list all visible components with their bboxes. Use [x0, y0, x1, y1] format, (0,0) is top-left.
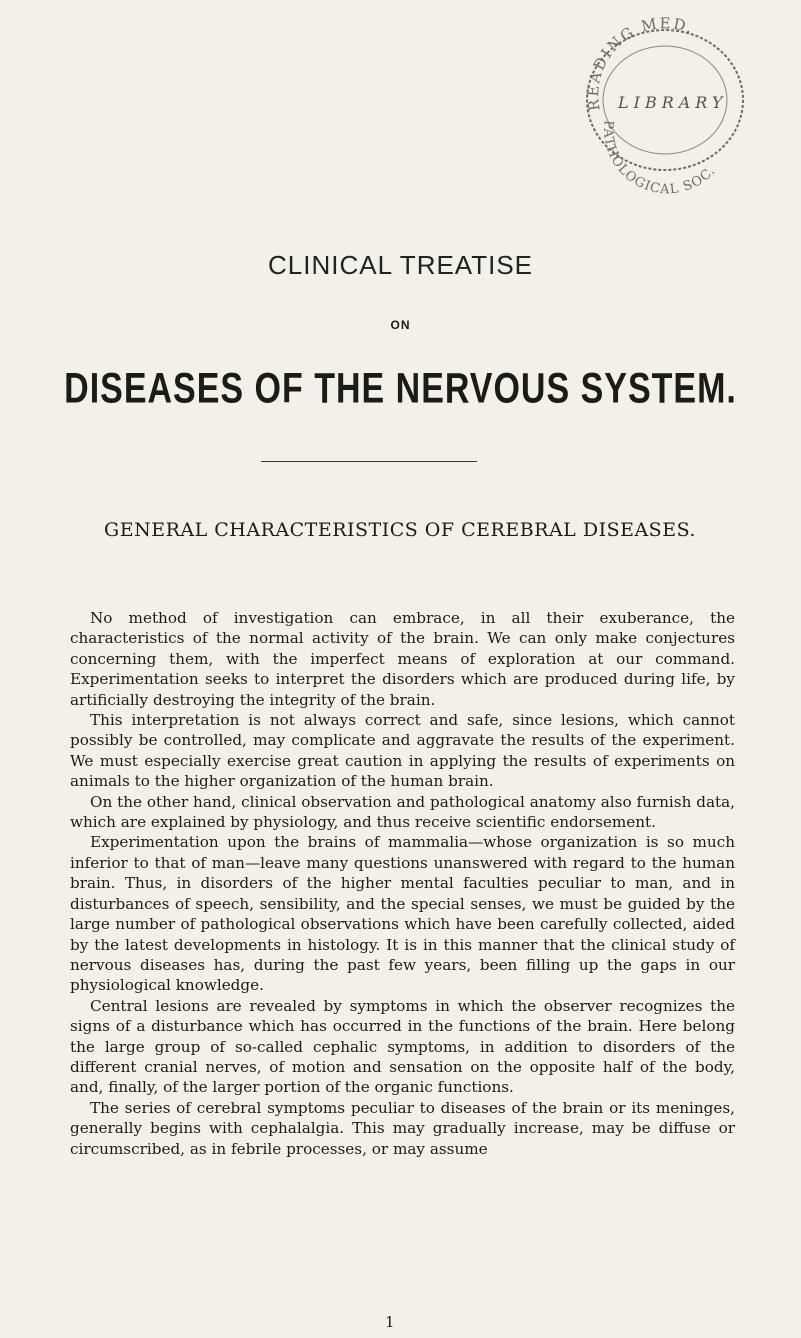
- svg-text:PATHOLOGICAL SOC.: [600, 120, 719, 198]
- stamp-seal-icon: [580, 0, 750, 205]
- page-number: 1: [385, 1313, 395, 1331]
- library-stamp: [580, 0, 750, 205]
- body-text: [70, 608, 735, 1159]
- paragraph: Central lesions are revealed by symptoms in which the observer recognizes the signs of a disturbance which has occurred in the functions of the brain. Here belong the large group of so-called cephalic symptoms, in addition to disorders of the different cranial nerves, of motion and sensation on the opposite half of the body, and, finally, of the larger portion of the organic functions.: [70, 996, 735, 1097]
- book-title-line1: CLINICAL TREATISE: [267, 250, 534, 280]
- paragraph: Experimentation upon the brains of mammalia—whose organization is so much inferior to that of man—leave many questions unanswered with regard to the human brain. Thus, in disorders of the higher mental faculties peculiar to man, and in disturbances of speech, sensibility, and the special senses, we must be guided by the large number of pathological observations which have been carefully collected, aided by the latest developments in histology. It is in this manner that the clinical study of nervous diseases has, during the past few years, been filling up the gaps in our physiological knowledge.: [70, 833, 735, 995]
- title-connector: ON: [390, 318, 411, 332]
- paragraph: This interpretation is not always correct and safe, since lesions, which cannot possibly be controlled, may complicate and aggravate the results of the experiment. We must especially exercise great caution in applying the results of experiments on animals to the higher organization of the human brain.: [70, 711, 735, 791]
- paragraph: No method of investigation can embrace, in all their exuberance, the characteristics of the normal activity of the brain. We can only make conjectures concerning them, with the imperfect means of exploration at our command. Experimentation seeks to interpret the disorders which are produced during life, by artificially destroying the integrity of the brain.: [70, 609, 735, 709]
- stamp-bottom-text: PATHOLOGICAL SOC.: [600, 119, 719, 198]
- paragraph: On the other hand, clinical observation and pathological anatomy also furnish data, which are explained by physiology, and thus receive scientific endorsement.: [70, 792, 735, 832]
- stamp-middle-text: LIBRARY: [618, 93, 728, 112]
- paragraph: The series of cerebral symptoms peculiar to diseases of the brain or its meninges, generally begins with cephalalgia. This may gradually increase, may be diffuse or circumscribed, as in febrile processes, or may assume: [70, 1098, 735, 1158]
- title-divider: [261, 461, 477, 462]
- section-heading: GENERAL CHARACTERISTICS OF CEREBRAL DISEASES.: [104, 519, 696, 541]
- book-title-line2: DISEASES OF THE NERVOUS SYSTEM.: [64, 365, 737, 413]
- stamp-top-text: READING MED.: [584, 14, 698, 112]
